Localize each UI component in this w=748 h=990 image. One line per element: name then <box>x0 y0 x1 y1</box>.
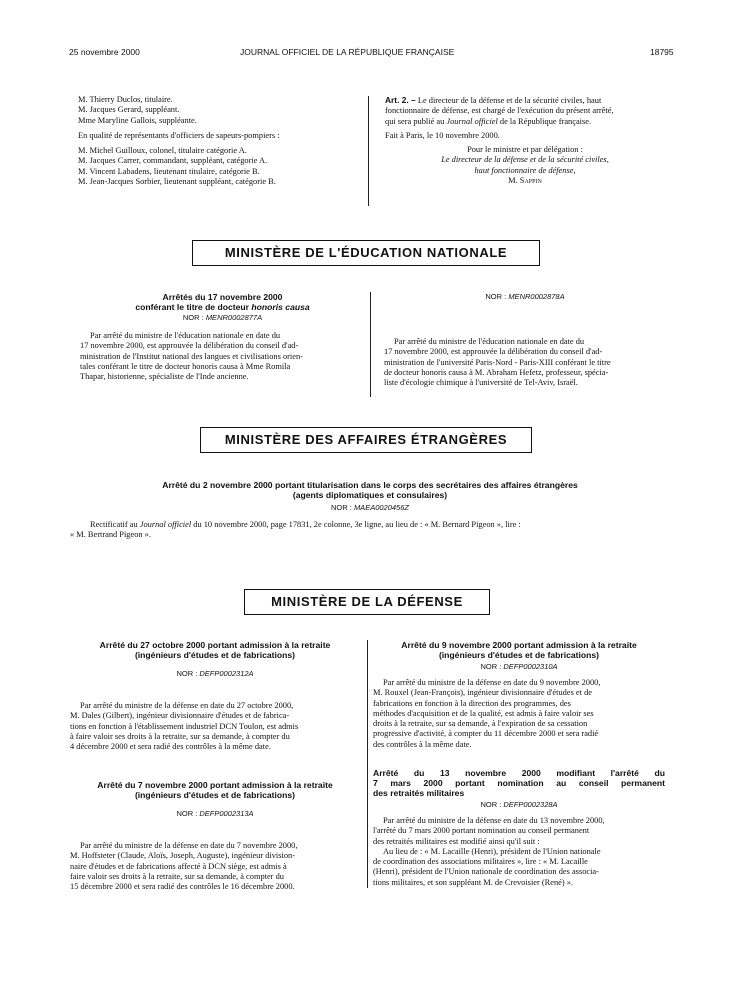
text-line: Par arrêté du ministre de l'éducation nationale en date du <box>394 337 585 346</box>
list-item: M. Vincent Labadens, lieutenant titulaire, catégorie B. <box>78 166 260 176</box>
nor-label: NOR : <box>480 800 504 809</box>
text-line: l'arrêté du 7 mars 2000 portant nomination au conseil permanent <box>373 826 590 836</box>
list-item: Mme Maryline Gallois, suppléante. <box>78 115 197 125</box>
article-title: conférant le titre de docteur <box>135 302 252 312</box>
text-line: Par arrêté du ministre de l'éducation nationale en date du <box>90 331 281 340</box>
nor-label: NOR : <box>331 503 354 512</box>
nor-code: MENR0002877A <box>205 313 263 322</box>
signature-title: Le directeur de la défense et de la sécurité civiles, <box>441 155 609 165</box>
def-right-article-4 <box>373 768 665 888</box>
delegation-line: Pour le ministre et par délégation : <box>467 145 583 155</box>
intro-line: En qualité de représentants d'officiers de sapeurs-pompiers : <box>78 130 280 140</box>
article-title: (agents diplomatiques et consulaires) <box>292 490 448 500</box>
article-title: (ingénieurs d'études et de fabrications) <box>438 650 600 660</box>
top-left-block <box>78 95 363 187</box>
text-line: M. Dales (Gilbert), ingénieur divisionnaire d'études et de fabrica- <box>70 711 290 721</box>
signature-name: M. Sappin <box>508 176 542 186</box>
column-divider <box>368 96 369 206</box>
text-line: Par arrêté du ministre de la défense en date du 13 novembre 2000, <box>383 816 605 825</box>
list-item: M. Jacques Carrer, commandant, suppléant, catégorie A. <box>78 156 268 166</box>
article-text: de la République française. <box>497 116 592 126</box>
article-label: Art. 2. – <box>385 95 416 105</box>
section-title-defense: MINISTÈRE DE LA DÉFENSE <box>244 589 490 615</box>
list-item: M. Jacques Gerard, suppléant. <box>78 105 180 115</box>
text-line: Par arrêté du ministre de la défense en date du 9 novembre 2000, <box>383 678 601 687</box>
text-line: faire valoir ses droits à la retraite, sur sa demande, à compter du <box>70 871 284 881</box>
text-line: des retraités militaires est modifié ainsi qu'il suit : <box>373 836 540 846</box>
nor-label: NOR : <box>176 669 200 678</box>
article-title: Arrêté du 7 novembre 2000 portant admission à la retraite <box>97 780 333 790</box>
text-line: M. Hoffsteter (Claude, Aloïs, Joseph, Auguste), ingénieur division- <box>70 851 296 861</box>
column-divider <box>370 292 371 397</box>
article-title: Arrêté du 27 octobre 2000 portant admission à la retraite <box>99 640 331 650</box>
text-line: des contrôles à la même date. <box>373 739 472 749</box>
fait-line: Fait à Paris, le 10 novembre 2000. <box>385 130 500 140</box>
text-line: tales conférant le titre de docteur honoris causa à Mme Romila <box>80 361 291 371</box>
header-date: 25 novembre 2000 <box>69 47 140 57</box>
def-right-article-3 <box>373 640 665 750</box>
article-title: (ingénieurs d'études et de fabrications) <box>134 790 296 800</box>
list-item: M. Thierry Duclos, titulaire. <box>78 95 173 104</box>
nor-label: NOR : <box>176 809 200 818</box>
nor-code: DEFP0002310A <box>503 662 558 671</box>
column-divider <box>367 640 368 888</box>
nor-code: MENR0002878A <box>508 292 565 301</box>
text-line: ministration de l'Institut national des langues et civilisations orien- <box>80 351 303 361</box>
text-line: 4 décembre 2000 et sera radié des contrôles à la même date. <box>70 742 271 752</box>
page-number: 18795 <box>650 47 674 57</box>
edu-right-article <box>384 292 666 388</box>
nor-code: DEFP0002312A <box>199 669 254 678</box>
text-line: M. Rouxel (Jean-François), ingénieur divisionnaire d'études et de <box>373 688 592 698</box>
edu-left-article <box>80 292 365 382</box>
nor-label: NOR : <box>485 292 509 301</box>
text-line: droits à la retraite, sur sa demande, à l'expiration de sa cessation <box>373 719 588 729</box>
text-line: Par arrêté du ministre de la défense en date du 7 novembre 2000, <box>80 841 298 850</box>
text-line: Au lieu de : « M. Lacaille (Henri), président de l'Union nationale <box>383 846 601 856</box>
def-left-article-1 <box>70 640 360 752</box>
list-item: M. Jean-Jacques Sorbier, lieutenant suppléant, catégorie B. <box>78 177 276 187</box>
nor-label: NOR : <box>480 662 504 671</box>
section-title-affaires: MINISTÈRE DES AFFAIRES ÉTRANGÈRES <box>200 427 532 453</box>
signature-title: haut fonctionnaire de défense, <box>474 165 576 175</box>
journal-title: JOURNAL OFFICIEL DE LA RÉPUBLIQUE FRANÇAISE <box>240 47 455 57</box>
article-title: Arrêté du 13 novembre 2000 modifiant l'arrêté du <box>373 768 665 778</box>
text-line: fabrications en fonction à la direction des programmes, des <box>373 698 571 708</box>
text-line: tions en fonction à l'établissement industriel DCN Toulon, est admis <box>70 721 299 731</box>
text-line: 15 décembre 2000 et sera radié des contrôles le 16 décembre 2000. <box>70 882 295 892</box>
text-line: Thapar, historienne, spécialiste de l'Inde ancienne. <box>80 372 249 382</box>
article-title: 7 mars 2000 portant nomination au conseil permanent <box>373 778 665 788</box>
nor-code: DEFP0002313A <box>199 809 254 818</box>
journal-ref: Journal officiel <box>139 520 192 529</box>
article-title-italic: honoris causa <box>251 302 310 312</box>
ae-article <box>70 480 670 541</box>
text-line: méthodes d'acquisition et de la qualité, est admis à faire valoir ses <box>373 708 594 718</box>
article-text: fonctionnaire de défense, est chargé de l'exécution du présent arrêté, <box>385 106 614 116</box>
text-line: naire d'études et de fabrications affecté à DCN siège, est admis à <box>70 861 287 871</box>
article-text: Le directeur de la défense et de la sécurité civiles, haut <box>415 96 602 105</box>
article-title: des retraités militaires <box>373 788 465 798</box>
nor-label: NOR : <box>182 313 206 322</box>
text-line: « M. Bertrand Pigeon ». <box>70 530 151 540</box>
text-line: (Henri), président de l'Union nationale de coordination des associa- <box>373 867 599 877</box>
text-line: ministration de l'université Paris-Nord - Paris-XIII conférant le titre <box>384 357 611 367</box>
list-item: M. Michel Guilloux, colonel, titulaire catégorie A. <box>78 146 247 156</box>
article-title: (ingénieurs d'études et de fabrications) <box>134 650 296 660</box>
text-line: progressive d'activité, à compter du 11 décembre 2000 et sera radié <box>373 729 599 739</box>
def-left-article-2 <box>70 780 360 892</box>
article-title: Arrêté du 9 novembre 2000 portant admission à la retraite <box>401 640 637 650</box>
article-title: Arrêté du 2 novembre 2000 portant titularisation dans le corps des secrétaires des affaires étrangères <box>162 480 578 490</box>
article-text: qui sera publié au <box>385 116 447 126</box>
nor-code: MAEA0020456Z <box>353 503 409 512</box>
text-line: de docteur honoris causa à M. Abraham Hefetz, professeur, spécia- <box>384 367 609 377</box>
text-line: tions militaires, et son suppléant M. de Crevoisier (René) ». <box>373 877 574 887</box>
section-title-education: MINISTÈRE DE L'ÉDUCATION NATIONALE <box>192 240 540 266</box>
journal-ref: Journal officiel <box>446 116 498 126</box>
top-right-block <box>385 95 665 186</box>
text-line: 17 novembre 2000, est approuvée la délibération du conseil d'ad- <box>384 347 603 357</box>
text-line: Par arrêté du ministre de la défense en date du 27 octobre 2000, <box>80 701 294 710</box>
nor-code: DEFP0002328A <box>503 800 558 809</box>
text-line: du 10 novembre 2000, page 17831, 2e colonne, 3e ligne, au lieu de : « M. Bernard Pigeon », lire : <box>191 520 521 529</box>
article-title: Arrêtés du 17 novembre 2000 <box>162 292 283 302</box>
text-line: à faire valoir ses droits à la retraite, sur sa demande, à compter du <box>70 731 290 741</box>
text-line: liste d'écologie chimique à l'université de Tel-Aviv, Israël. <box>384 378 578 388</box>
text-line: 17 novembre 2000, est approuvée la délibération du conseil d'ad- <box>80 341 299 351</box>
text-line: Rectificatif au <box>90 520 140 529</box>
text-line: de coordination des associations militaires », lire : « M. Lacaille <box>373 857 588 867</box>
